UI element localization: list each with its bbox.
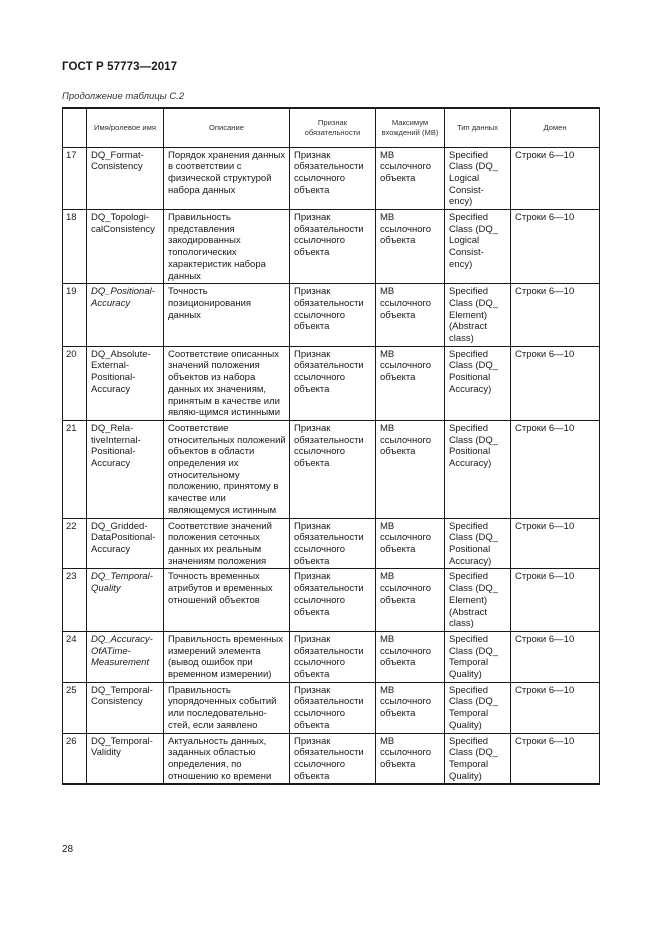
row-data-type: Specified Class (DQ_ Positional Accuracy) <box>445 420 511 518</box>
table-row <box>63 210 600 284</box>
row-obligation: Признак обязательности ссылочного объекта <box>290 147 376 210</box>
table-header-row <box>63 108 600 147</box>
row-obligation: Признак обязательности ссылочного объекта <box>290 210 376 284</box>
row-domain: Строки 6—10 <box>511 147 600 210</box>
col-header-obligation: Признак обязательности <box>290 108 376 147</box>
row-name: DQ_Gridded-DataPositional-Accuracy <box>87 518 164 569</box>
row-domain: Строки 6—10 <box>511 518 600 569</box>
table-caption: Продолжение таблицы С.2 <box>62 91 185 102</box>
row-description: Точность временных атрибутов и временных отношений объектов <box>164 569 290 632</box>
row-name: DQ_Format-Consistency <box>87 147 164 210</box>
col-header-data-type: Тип данных <box>445 108 511 147</box>
row-obligation: Признак обязательности ссылочного объекта <box>290 420 376 518</box>
row-max-occurrence: MB ссылочного объекта <box>376 569 445 632</box>
row-name-italic: DQ_Accuracy-OfATime-Measurement <box>91 633 153 669</box>
table-row <box>63 420 600 518</box>
table-row <box>63 346 600 420</box>
row-number: 25 <box>63 682 87 733</box>
table-row <box>63 147 600 210</box>
table-row <box>63 284 600 347</box>
col-header-domain: Домен <box>511 108 600 147</box>
col-header-num <box>63 108 87 147</box>
row-number: 19 <box>63 284 87 347</box>
row-number: 17 <box>63 147 87 210</box>
row-data-type: Specified Class (DQ_ Temporal Quality) <box>445 631 511 682</box>
row-obligation: Признак обязательности ссылочного объекта <box>290 346 376 420</box>
col-header-max-occurrence: Максимум вхождений (MB) <box>376 108 445 147</box>
row-domain: Строки 6—10 <box>511 631 600 682</box>
table-row <box>63 733 600 784</box>
row-number: 26 <box>63 733 87 784</box>
row-domain: Строки 6—10 <box>511 420 600 518</box>
row-max-occurrence: MB ссылочного объекта <box>376 210 445 284</box>
row-name: DQ_Topologi-calConsistency <box>87 210 164 284</box>
row-data-type: Specified Class (DQ_ Temporal Quality) <box>445 733 511 784</box>
row-data-type: Specified Class (DQ_ Positional Accuracy) <box>445 346 511 420</box>
table-row <box>63 682 600 733</box>
row-number: 21 <box>63 420 87 518</box>
row-description: Точность позиционирования данных <box>164 284 290 347</box>
row-domain: Строки 6—10 <box>511 569 600 632</box>
row-description: Соответствие относительных положений объектов в области определения их относительному положению, принятому в качестве или являющемуся истинным <box>164 420 290 518</box>
col-header-description: Описание <box>164 108 290 147</box>
table-row <box>63 569 600 632</box>
row-data-type: Specified Class (DQ_ Logical Consist-ency) <box>445 147 511 210</box>
document-header: ГОСТ Р 57773—2017 <box>62 61 178 73</box>
row-description: Правильность упорядоченных событий или последовательно-стей, если заявлено <box>164 682 290 733</box>
row-obligation: Признак обязательности ссылочного объекта <box>290 733 376 784</box>
row-max-occurrence: MB ссылочного объекта <box>376 147 445 210</box>
row-name-italic: DQ_Temporal-Quality <box>91 571 153 595</box>
row-obligation: Признак обязательности ссылочного объекта <box>290 518 376 569</box>
row-obligation: Признак обязательности ссылочного объекта <box>290 682 376 733</box>
row-description: Порядок хранения данных в соответствии с физической структурой набора данных <box>164 147 290 210</box>
row-data-type: Specified Class (DQ_ Element) (Abstract class) <box>445 284 511 347</box>
row-domain: Строки 6—10 <box>511 682 600 733</box>
row-obligation: Признак обязательности ссылочного объекта <box>290 631 376 682</box>
row-max-occurrence: MB ссылочного объекта <box>376 346 445 420</box>
table-row <box>63 518 600 569</box>
row-max-occurrence: MB ссылочного объекта <box>376 284 445 347</box>
row-data-type: Specified Class (DQ_ Logical Consist-ency) <box>445 210 511 284</box>
row-number: 24 <box>63 631 87 682</box>
row-name: DQ_Rela-tiveInternal-Positional-Accuracy <box>87 420 164 518</box>
row-max-occurrence: MB ссылочного объекта <box>376 420 445 518</box>
row-domain: Строки 6—10 <box>511 733 600 784</box>
row-description: Соответствие описанных значений положения объектов из набора данных их значениям, принятым в качестве или являю-щимся истинными <box>164 346 290 420</box>
row-description: Актуальность данных, заданных областью определения, по отношению ко времени <box>164 733 290 784</box>
row-description: Правильность представления закодированных топологических характеристик набора данных <box>164 210 290 284</box>
row-name-italic: DQ_Positional-Accuracy <box>91 286 155 309</box>
data-table <box>62 107 600 785</box>
row-description: Соответствие значений положения сеточных данных их реальным значениям положения <box>164 518 290 569</box>
row-name: DQ_Temporal-Validity <box>87 733 164 784</box>
row-name <box>87 284 164 347</box>
row-name <box>87 631 164 682</box>
row-max-occurrence: MB ссылочного объекта <box>376 733 445 784</box>
row-data-type: Specified Class (DQ_ Temporal Quality) <box>445 682 511 733</box>
row-max-occurrence: MB ссылочного объекта <box>376 682 445 733</box>
row-max-occurrence: MB ссылочного объекта <box>376 518 445 569</box>
row-data-type: Specified Class (DQ_ Positional Accuracy) <box>445 518 511 569</box>
row-name: DQ_Absolute-External-Positional-Accuracy <box>87 346 164 420</box>
col-header-name: Имя/ролевое имя <box>87 108 164 147</box>
row-max-occurrence: MB ссылочного объекта <box>376 631 445 682</box>
row-domain: Строки 6—10 <box>511 284 600 347</box>
row-domain: Строки 6—10 <box>511 210 600 284</box>
table-row <box>63 631 600 682</box>
row-name <box>87 569 164 632</box>
row-description: Правильность временных измерений элемента (вывод ошибок при временном измерении) <box>164 631 290 682</box>
row-number: 18 <box>63 210 87 284</box>
row-obligation: Признак обязательности ссылочного объекта <box>290 569 376 632</box>
row-data-type: Specified Class (DQ_ Element) (Abstract class) <box>445 569 511 632</box>
row-number: 22 <box>63 518 87 569</box>
row-domain: Строки 6—10 <box>511 346 600 420</box>
page-number: 28 <box>62 844 74 855</box>
row-obligation: Признак обязательности ссылочного объекта <box>290 284 376 347</box>
row-name: DQ_Temporal-Consistency <box>87 682 164 733</box>
row-number: 23 <box>63 569 87 632</box>
row-number: 20 <box>63 346 87 420</box>
